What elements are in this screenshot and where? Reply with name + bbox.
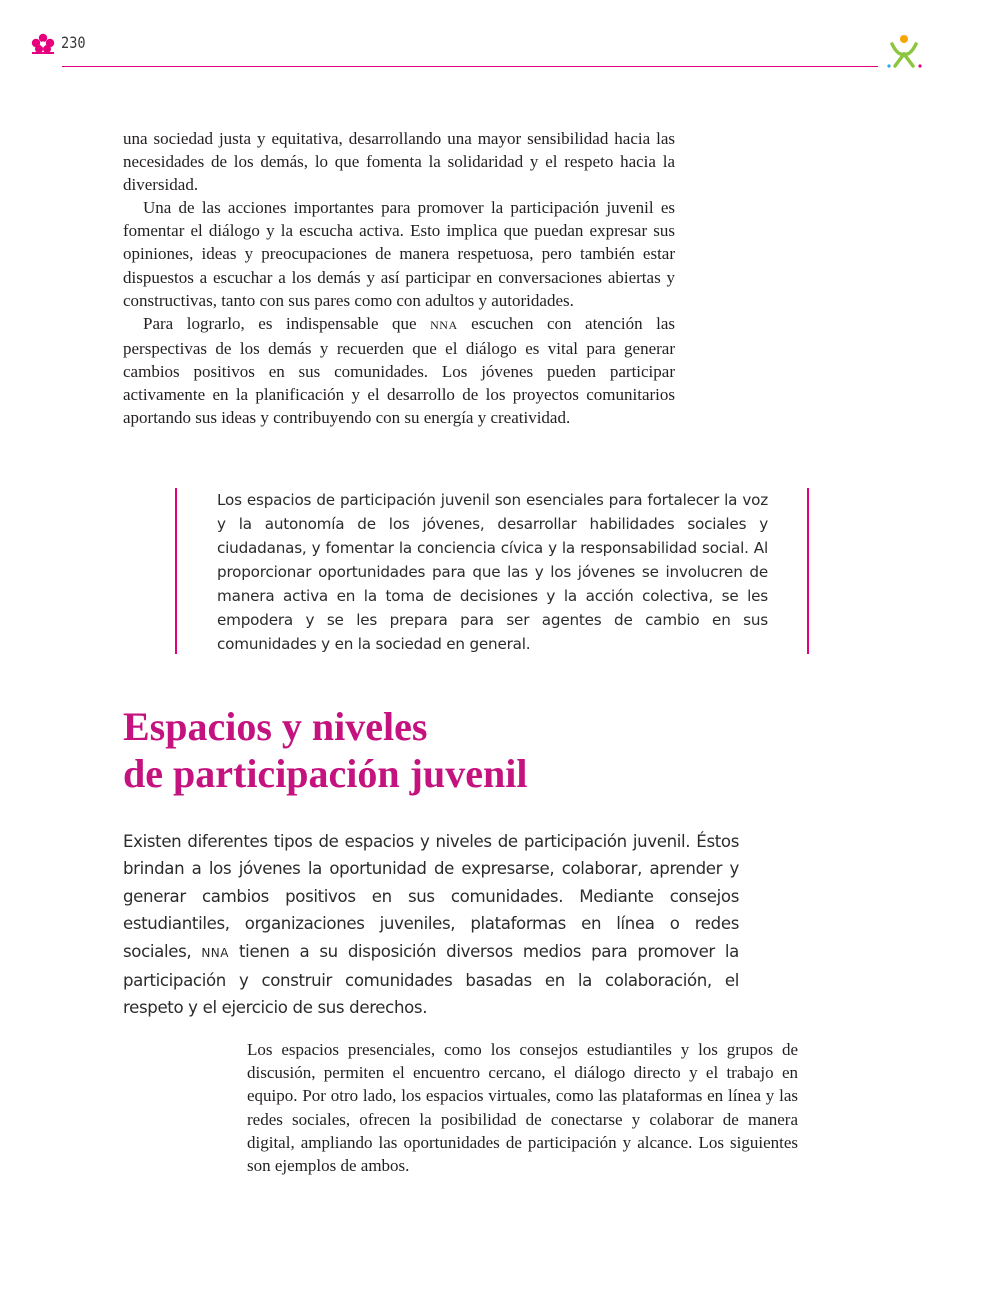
page-header [0, 0, 986, 80]
quote-left-bar [175, 488, 177, 654]
flower-logo-icon [30, 32, 56, 56]
quote-right-bar [807, 488, 809, 654]
intro-paragraph [123, 828, 739, 1022]
section-title [123, 703, 723, 797]
acronym-nna: NNA [430, 317, 458, 332]
highlight-quote [175, 488, 809, 654]
paragraph-3-start: Para lograrlo, es indispensable que [143, 313, 431, 333]
paragraph-1: una sociedad justa y equitativa, desarrollando una mayor sensibilidad hacia las necesidades de los demás, lo que fomenta la solidaridad y el respeto hacia la diversidad. [123, 129, 675, 195]
paragraph-3 [123, 312, 675, 429]
figure-logo-icon [884, 34, 924, 72]
intro-end: tienen a su disposición diversos medios para promover la participación y construir comunidades basadas en la colaboración, el respeto y el ejercicio de sus derechos. [123, 941, 740, 1018]
header-rule [62, 66, 878, 67]
section-title-line-1: Espacios y niveles [123, 704, 428, 749]
intro-start: Existen diferentes tipos de espacios y niveles de participación juvenil. Éstos brindan a los jóvenes la oportunidad de expresarse, colaborar, aprender y generar cambios positivos en sus comunidades. Mediante consejos estudiantiles, organizaciones juveniles, plataformas en línea o redes sociales, [123, 832, 739, 961]
body-text [123, 127, 675, 429]
intro-acronym-nna: NNA [201, 945, 229, 960]
paragraph-3-end: escuchen con atención las perspectivas de los demás y recuerden que el diálogo es vital para generar cambios positivos en sus comunidades. Los jóvenes pueden participar activamente en la planificación y el desarrollo de los proyectos comunitarios aportando sus ideas y contribuyendo con su energía y creatividad. [123, 313, 676, 428]
section-title-line-2: de participación juvenil [123, 751, 528, 796]
closing-paragraph: Los espacios presenciales, como los consejos estudiantiles y los grupos de discusión, permiten el encuentro cercano, el diálogo directo y el trabajo en equipo. Por otro lado, los espacios virtuales, como las plataformas en línea y las redes sociales, ofrecen la posibilidad de conectarse y colaborar de manera digital, ampliando las oportunidades de participación y alcance. Los siguientes son ejemplos de ambos. [247, 1040, 798, 1176]
quote-text: Los espacios de participación juvenil son esenciales para fortalecer la voz y la autonomía de los jóvenes, desarrollar habilidades sociales y ciudadanas, y fomentar la conciencia cívica y la responsabilidad social. Al proporcionar oportunidades para que las y los jóvenes se involucren de manera activa en la toma de decisiones y la acción colectiva, se les empodera y se les prepara para ser agentes de cambio en sus comunidades y en la sociedad en general. [217, 491, 768, 653]
paragraph-2: Una de las acciones importantes para promover la participación juvenil es fomentar el diálogo y la escucha activa. Esto implica que puedan expresar sus opiniones, ideas y preocupaciones de manera respetuosa, pero también estar dispuestos a escuchar a los demás y así participar en conversaciones abiertas y constructivas, tanto con sus pares como con adultos y autoridades. [123, 198, 675, 310]
page-number: 230 [61, 33, 86, 52]
